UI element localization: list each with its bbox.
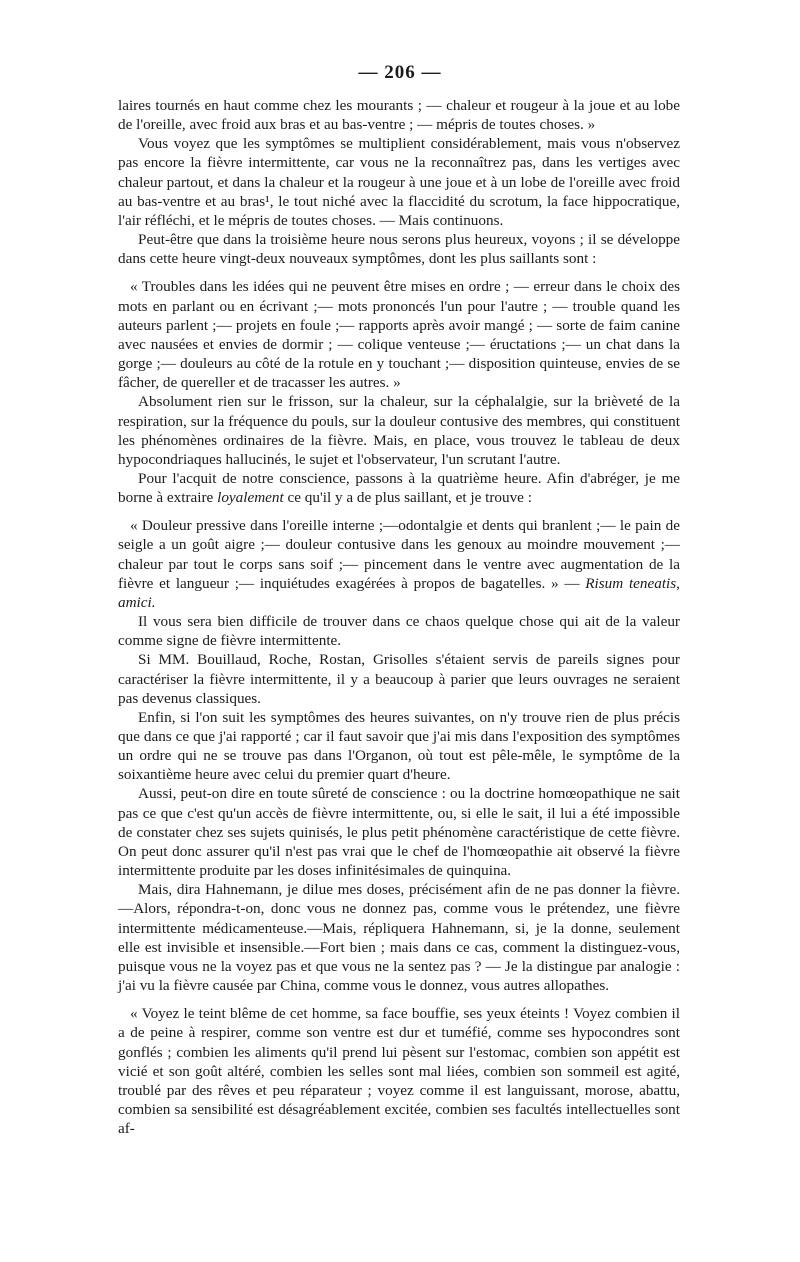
quoted-passage bbox=[118, 516, 680, 612]
emphasis-text: Risum teneatis, amici. bbox=[118, 574, 680, 611]
paragraph: Peut-être que dans la troisième heure nous serons plus heureux, voyons ; il se développe dans cette heure vingt-deux nouveaux symptômes, dont les plus saillants sont : bbox=[118, 231, 680, 268]
paragraph: Absolument rien sur le frisson, sur la chaleur, sur la céphalalgie, sur la brièveté de la respiration, sur la fréquence du pouls, sur la douleur contusive des membres, qui constituent les phénomènes ordinaires de la fièvre. Mais, en place, vous trouvez le tableau de deux hypocondriaques hallucinés, le sujet et l'observateur, l'un scrutant l'autre. bbox=[118, 393, 680, 468]
paragraph: Il vous sera bien difficile de trouver dans ce chaos quelque chose qui ait de la valeur comme signe de fièvre intermittente. bbox=[118, 613, 680, 650]
paragraph: Mais, dira Hahnemann, je dilue mes doses, précisément afin de ne pas donner la fièvre.—Alors, répondra-t-on, donc vous ne donnez pas, comme vous le prétendez, une fièvre intermittente médicamenteuse.—Mais, répliquera Hahnemann, si, je la donne, seulement elle est invisible et insensible.—Fort bien ; mais dans ce cas, comment la distinguez-vous, puisque vous ne la voyez pas et que vous ne la sentez pas ? — Je la distingue par analogie : j'ai vu la fièvre causée par China, comme vous le donnez, vous autres allopathes. bbox=[118, 881, 680, 995]
paragraph bbox=[118, 469, 680, 507]
page-number: — 206 — bbox=[358, 62, 442, 83]
paragraph: laires tournés en haut comme chez les mourants ; — chaleur et rougeur à la joue et au lobe de l'oreille, avec froid aux bras et au bas-ventre ; — mépris de toutes choses. » bbox=[118, 97, 680, 134]
paragraph: Vous voyez que les symptômes se multiplient considérablement, mais vous n'observez pas encore la fièvre intermittente, car vous ne la reconnaîtrez pas, dans les vertiges avec chaleur partout, et dans la chaleur et la rougeur à une joue et à un lobe de l'oreille avec froid au bas-ventre et au bras¹, le tout niché avec la flaccidité du scrotum, la face hippocratique, l'air réfléchi, et le mépris de toutes choses. — Mais continuons. bbox=[118, 135, 680, 229]
text-run: ce qu'il y a de plus saillant, et je trouve : bbox=[283, 489, 532, 507]
quoted-passage: « Troubles dans les idées qui ne peuvent être mises en ordre ; — erreur dans le choix des mots en parlant ou en écrivant ;— mots prononcés l'un pour l'autre ; — trouble quand les auteurs parlent ;— projets en foule ;— rapports après avoir mangé ; — sorte de faim canine avec nausées et envies de dormir ; — colique venteuse ;— éructations ;— un chat dans la gorge ;— douleurs au côté de la rotule en y touchant ;— disposition quinteuse, envies de se fâcher, de quereller et de tracasser les autres. » bbox=[118, 278, 680, 392]
paragraph: Enfin, si l'on suit les symptômes des heures suivantes, on n'y trouve rien de plus précis que dans ce que j'ai rapporté ; car il faut savoir que j'ai mis dans l'exposition des symptômes un ordre qui ne se trouve pas dans l'Organon, où tout est pêle-mêle, le symptôme de la soixantième heure avec celui du premier quart d'heure. bbox=[118, 708, 680, 784]
paragraph: Aussi, peut-on dire en toute sûreté de conscience : ou la doctrine homœopathique ne sait pas ce que c'est qu'un accès de fièvre intermittente, ou, si elle le sait, il lui a été impossible de constater chez ses sujets quinisés, le plus petit phénomène caractéristique de cette fièvre. On peut donc assurer qu'il n'est pas vrai que le chef de l'homœopathie ait observé la fièvre intermittente produite par les doses infinitésimales de quinquina. bbox=[118, 785, 680, 880]
text-run: Pour l'acquit de notre conscience, passons à la quatrième heure. Afin d'abréger, je me borne à extraire bbox=[118, 469, 680, 507]
text-run: « Douleur pressive dans l'oreille interne ;—odontalgie et dents qui branlent ;— le pain de seigle a un goût aigre ;— douleur contusive dans les genoux au moindre mouvement ;— chaleur par tout le corps sans soif ;— pincement dans le ventre avec augmentation de la fièvre et langueur ;— inquiétudes exagérées à propos de bagatelles. » — bbox=[118, 517, 680, 592]
body-text bbox=[118, 96, 680, 1138]
emphasis-text: loyalement bbox=[217, 489, 284, 507]
quoted-passage: « Voyez le teint blême de cet homme, sa face bouffie, ses yeux éteints ! Voyez combien il a de peine à respirer, comme son ventre est dur et tuméfié, comme ses hypocondres sont gonflés ; combien les aliments qu'il prend lui pèsent sur l'estomac, combien son appétit est vicié et son goût altéré, combien les selles sont mal liées, combien son sommeil est agité, troublé par des rêves et peu réparateur ; voyez comme il est languissant, morose, abattu, combien sa sensibilité est désagréablement excitée, combien ses facultés intellectuelles sont af- bbox=[118, 1005, 680, 1138]
paragraph: Si MM. Bouillaud, Roche, Rostan, Grisolles s'étaient servis de pareils signes pour caractériser la fièvre intermittente, il y a beaucoup à parier que leurs ouvrages ne seraient pas devenus classiques. bbox=[118, 651, 680, 707]
